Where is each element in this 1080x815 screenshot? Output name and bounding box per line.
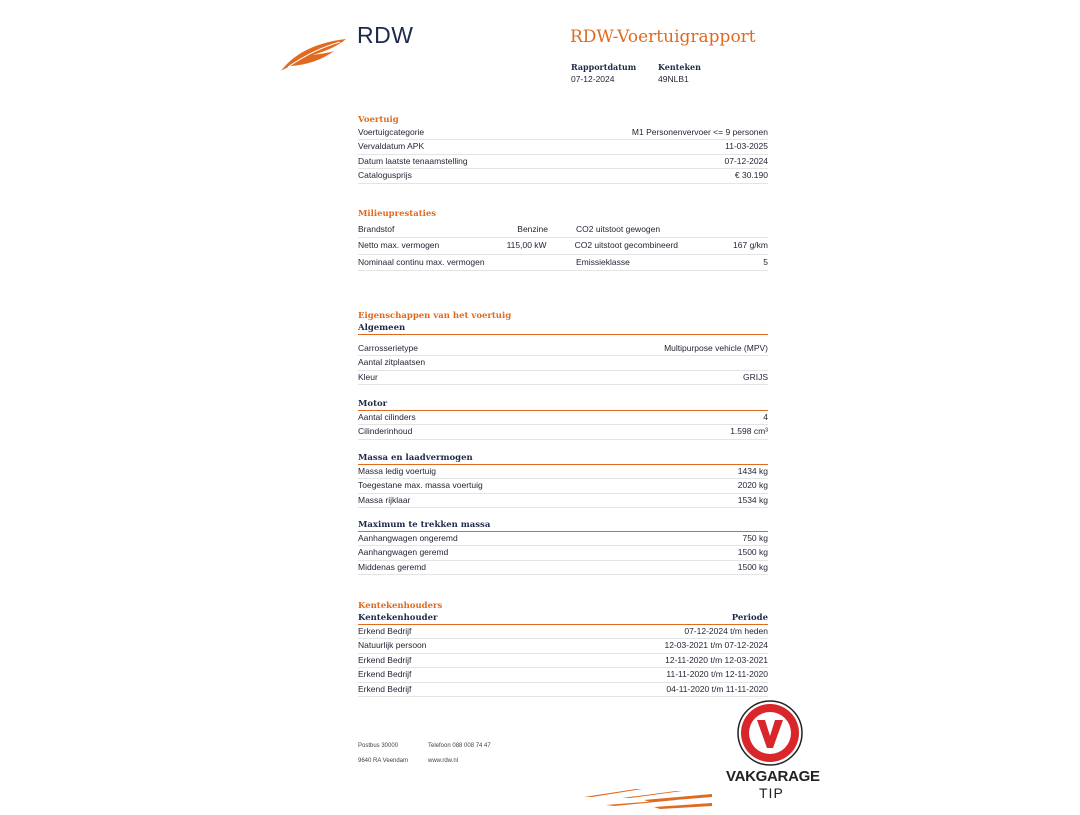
table-row	[358, 169, 768, 183]
row-label: Erkend Bedrijf	[358, 669, 412, 680]
table-row	[358, 532, 768, 546]
row-label: Voertuigcategorie	[358, 127, 425, 137]
section-eigenschappen	[358, 310, 768, 385]
table-row	[358, 465, 768, 479]
brand-name: RDW	[357, 22, 414, 48]
section-milieu	[358, 208, 768, 271]
subsection-title-algemeen: Algemeen	[358, 322, 768, 335]
table-row	[358, 371, 768, 385]
table-row	[358, 155, 768, 169]
table-row	[358, 494, 768, 508]
report-date-value: 07-12-2024	[571, 74, 615, 84]
row-label: Kleur	[358, 371, 378, 382]
plate-value: 49NLB1	[658, 74, 689, 84]
table-row	[358, 625, 768, 639]
row-value: 167 g/km	[733, 240, 768, 251]
row-label: Erkend Bedrijf	[358, 683, 412, 694]
row-value: 11-11-2020 t/m 12-11-2020	[666, 669, 768, 680]
footer-phone: Telefoon 088 008 74 47	[428, 743, 491, 749]
subsection-title-trekken: Maximum te trekken massa	[358, 519, 768, 532]
column-header-kentekenhouder: Kentekenhouder	[358, 613, 438, 623]
column-header-periode: Periode	[731, 613, 768, 623]
row-label: Aantal cilinders	[358, 412, 416, 422]
table-row	[358, 356, 768, 370]
table-row	[358, 255, 768, 271]
row-value: 07-12-2024	[724, 155, 768, 166]
row-value: 1500 kg	[737, 547, 768, 558]
subsection-motor	[358, 398, 768, 440]
row-label: CO2 uitstoot gecombineerd	[574, 240, 679, 251]
rdw-feather-icon	[278, 34, 350, 74]
row-value: € 30.190	[734, 170, 768, 181]
row-value	[508, 255, 548, 270]
row-label: Toegestane max. massa voertuig	[358, 480, 483, 491]
row-label: Cilinderinhoud	[358, 426, 413, 437]
row-value: 5	[763, 256, 768, 267]
row-label: Brandstof	[358, 224, 395, 234]
subsection-massa	[358, 452, 768, 508]
section-kentekenhouders	[358, 600, 768, 697]
row-value: 12-11-2020 t/m 12-03-2021	[665, 654, 768, 665]
row-label: Erkend Bedrijf	[358, 654, 412, 665]
section-title-eigenschappen: Eigenschappen van het voertuig	[358, 311, 512, 321]
table-row	[358, 479, 768, 493]
row-value: 4	[763, 412, 768, 422]
row-label: Aanhangwagen ongeremd	[358, 533, 458, 543]
row-label: Aanhangwagen geremd	[358, 547, 449, 558]
table-row	[358, 654, 768, 668]
plate-label: Kenteken	[658, 62, 701, 72]
vakgarage-name: VAKGARAGE	[726, 768, 820, 785]
report-title: RDW-Voertuigrapport	[570, 27, 756, 47]
table-header	[358, 612, 768, 625]
row-label: Nominaal continu max. vermogen	[358, 256, 485, 267]
section-title-kentekenhouders: Kentekenhouders	[358, 601, 443, 611]
table-row	[358, 668, 768, 682]
row-value	[736, 222, 768, 237]
row-value: 2020 kg	[737, 480, 768, 491]
row-label: Natuurlijk persoon	[358, 640, 427, 651]
vakgarage-logo	[724, 700, 820, 805]
rdw-logo	[278, 34, 350, 74]
table-row	[358, 683, 768, 697]
table-row	[358, 238, 768, 254]
subsection-title-massa: Massa en laadvermogen	[358, 452, 768, 465]
row-label: Netto max. vermogen	[358, 240, 440, 251]
report-date-label: Rapportdatum	[571, 62, 637, 72]
subsection-trekken	[358, 519, 768, 575]
section-title-voertuig: Voertuig	[358, 115, 399, 125]
row-label: Carrosserietype	[358, 343, 418, 353]
row-value: 1500 kg	[737, 561, 768, 572]
section-title-milieu: Milieuprestaties	[358, 209, 437, 219]
row-value: 11-03-2025	[725, 141, 768, 152]
section-voertuig	[358, 114, 768, 184]
row-label: Emissieklasse	[576, 256, 630, 267]
row-label: Vervaldatum APK	[358, 141, 425, 152]
row-value: 750 kg	[742, 533, 768, 543]
row-value: 1434 kg	[737, 466, 768, 476]
row-label: Datum laatste tenaamstelling	[358, 155, 468, 166]
row-value: Multipurpose vehicle (MPV)	[664, 343, 768, 353]
table-row	[358, 140, 768, 154]
table-row	[358, 222, 768, 238]
table-row	[358, 342, 768, 356]
row-label: Massa rijklaar	[358, 494, 411, 505]
row-value: 07-12-2024 t/m heden	[684, 626, 768, 636]
row-label: Erkend Bedrijf	[358, 626, 412, 636]
table-row	[358, 425, 768, 439]
row-label: Massa ledig voertuig	[358, 466, 436, 476]
row-value: M1 Personenvervoer <= 9 personen	[631, 127, 768, 137]
row-value: 1534 kg	[737, 494, 768, 505]
row-label: Catalogusprijs	[358, 170, 412, 181]
table-row	[358, 126, 768, 140]
vakgarage-badge-icon	[724, 700, 816, 772]
row-value: GRIJS	[742, 371, 768, 382]
footer-postbus: Postbus 30000	[358, 743, 399, 749]
subsection-title-motor: Motor	[358, 398, 768, 411]
table-row	[358, 561, 768, 575]
row-value: 1.598 cm³	[730, 426, 768, 437]
row-value: Benzine	[517, 224, 548, 234]
row-value: 12-03-2021 t/m 07-12-2024	[664, 640, 768, 651]
row-value: 04-11-2020 t/m 11-11-2020	[666, 683, 768, 694]
table-row	[358, 546, 768, 560]
footer-city: 9640 RA Veendam	[358, 758, 409, 764]
vakgarage-tip: TIP	[759, 785, 784, 801]
footer-website: www.rdw.nl	[428, 758, 459, 764]
row-value: 115,00 kW	[506, 240, 547, 251]
table-row	[358, 411, 768, 425]
row-label: CO2 uitstoot gewogen	[576, 224, 661, 234]
row-label: Aantal zitplaatsen	[358, 357, 426, 368]
table-row	[358, 639, 768, 653]
row-label: Middenas geremd	[358, 561, 427, 572]
decorative-stripes	[584, 786, 714, 810]
